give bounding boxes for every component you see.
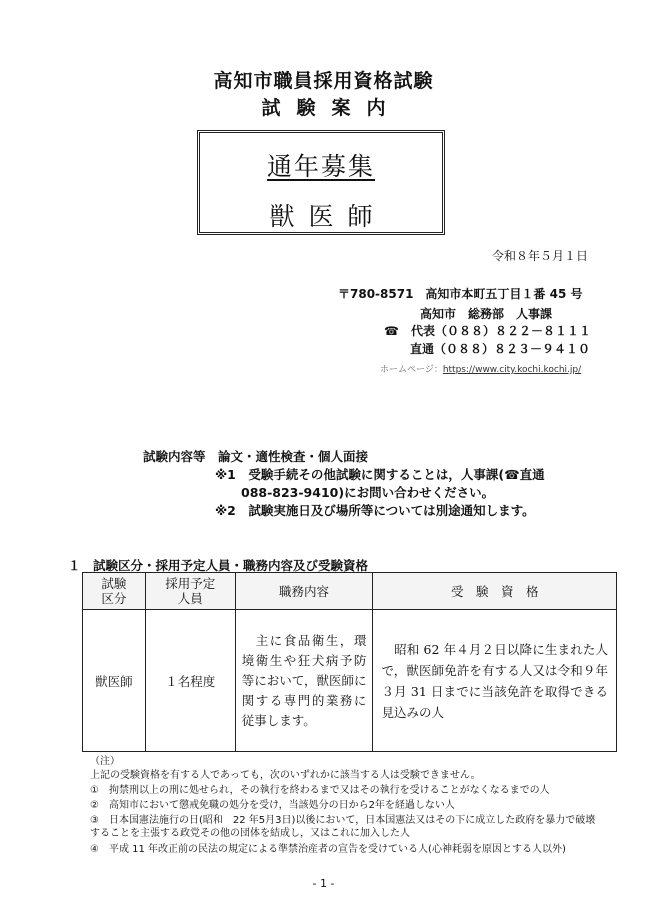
- phone-main: ☎ 代表（０８８）８２２－８１１１: [384, 324, 591, 338]
- notes-label: （注）: [90, 756, 120, 767]
- recruitment-box: [197, 130, 445, 235]
- page-title: 高知市職員採用資格試験: [213, 70, 434, 92]
- header-duties: 職務内容: [235, 573, 373, 610]
- issue-date: 令和８年５月１日: [491, 249, 588, 263]
- homepage-line: [380, 362, 581, 375]
- cell-count: １名程度: [145, 610, 235, 752]
- section-heading: １ 試験区分・採用予定人員・職務内容及び受験資格: [68, 558, 369, 573]
- page-number: - 1 -: [312, 877, 335, 890]
- phone-direct: 直通（０８８）８２３－９４１０: [410, 342, 591, 356]
- header-count: 採用予定 人員: [145, 573, 235, 610]
- note-item-1: ① 拘禁刑以上の刑に処せられ，その執行を終わるまで又はその執行を受けることがなくなるまでの人: [90, 785, 550, 796]
- note-2: ※2 試験実施日及び場所等については別途通知します。: [215, 503, 535, 518]
- table-header-row: [83, 573, 617, 610]
- department: 高知市 総務部 人事課: [420, 307, 553, 321]
- notes-intro: 上記の受験資格を有する人であっても，次のいずれかに該当する人は受験できません。: [90, 770, 481, 781]
- page-subtitle: 試験案内: [261, 97, 402, 119]
- qualification-table: [82, 572, 617, 752]
- note-1-line-1: ※1 受験手続その他試験に関することは，人事課(☎直通: [215, 467, 545, 482]
- recruit-type: 通年募集: [266, 152, 375, 181]
- postal-address: 〒780-8571 高知市本町五丁目１番 45 号: [338, 287, 583, 301]
- note-1-line-2: 088-823-9410)にお問い合わせください。: [241, 485, 495, 500]
- header-qualification: 受 験 資 格: [373, 573, 617, 610]
- cell-duties: 主に食品衛生，環境衛生や狂犬病予防等において，獣医師に関する専門的業務に従事します。: [235, 610, 373, 752]
- note-item-4: ④ 平成 11 年改正前の民法の規定による準禁治産者の宣告を受けている人(心神耗弱を原因とする人以外): [90, 844, 566, 855]
- homepage-label: ホームページ：: [380, 365, 443, 375]
- note-item-2: ② 高知市において懲戒免職の処分を受け，当該処分の日から2年を経過しない人: [90, 800, 455, 811]
- job-title: 獣医師: [269, 202, 387, 231]
- cell-category: 獣医師: [83, 610, 146, 752]
- exam-content: 試験内容等 論文・適性検査・個人面接: [143, 449, 369, 464]
- note-item-3: ③ 日本国憲法施行の日(昭和 22 年5月3日)以後において，日本国憲法又はその下に成立した政府を暴力で破壊することを主張する政党その他の団体を結成し，又はこれに加入した人: [90, 815, 596, 839]
- table-row: [83, 610, 617, 752]
- homepage-link[interactable]: https://www.city.kochi.kochi.jp/: [442, 365, 582, 375]
- header-category: 試験 区分: [83, 573, 146, 610]
- cell-qualification: 昭和 62 年４月２日以降に生まれた人で，獣医師免許を有する人又は令和９年３月 31 日までに当該免許を取得できる見込みの人: [373, 610, 617, 752]
